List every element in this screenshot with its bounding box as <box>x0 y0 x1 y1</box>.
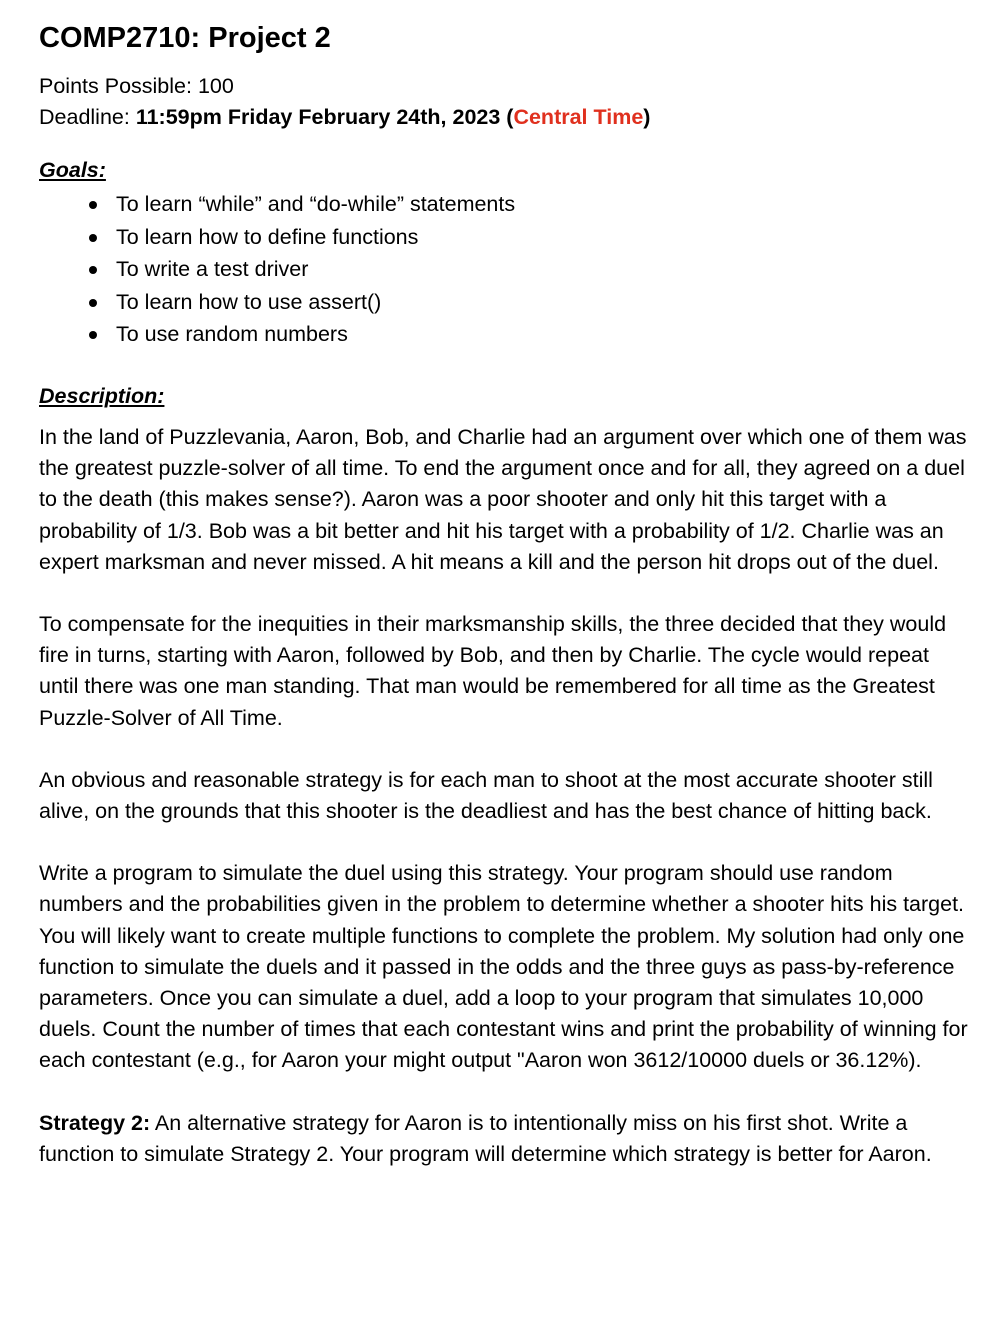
goal-item: To use random numbers <box>39 318 974 351</box>
points-line: Points Possible: 100 <box>39 74 234 98</box>
goals-heading: Goals: <box>39 158 106 182</box>
bullet-icon <box>89 201 97 209</box>
bullet-icon <box>89 234 97 242</box>
goal-item: To learn how to define functions <box>39 221 974 254</box>
strategy2-paragraph <box>39 1108 974 1170</box>
bullet-icon <box>89 299 97 307</box>
strategy2-label: Strategy 2: <box>39 1110 151 1135</box>
description-paragraph-4: Write a program to simulate the duel using this strategy. Your program should use random numbers and the probabilities given in the problem to determine whether a shooter hits his target. You will likely want to create multiple functions to complete the problem. My solution had only one function to simulate the duels and it passed in the odds and the three guys as pass-by-reference parameters. Once you can simulate a duel, add a loop to your program that simulates 10,000 duels. Count the number of times that each contestant wins and print the probability of winning for each contestant (e.g., for Aaron your might output "Aaron won 3612/10000 duels or 36.12%). <box>39 861 968 1073</box>
bullet-icon <box>89 331 97 339</box>
bullet-icon <box>89 266 97 274</box>
deadline-timezone: Central Time <box>513 105 644 129</box>
deadline-value: 11:59pm Friday February 24th, 2023 ( <box>135 105 514 129</box>
goals-list <box>39 188 974 351</box>
strategy2-text: An alternative strategy for Aaron is to intentionally miss on his first shot. Write a function to simulate Strategy 2. Your program will determine which strategy is better for Aaron. <box>39 1110 932 1166</box>
document-title: COMP2710: Project 2 <box>39 22 331 54</box>
goal-item: To write a test driver <box>39 253 974 286</box>
description-paragraph-3: An obvious and reasonable strategy is for each man to shoot at the most accurate shooter still alive, on the grounds that this shooter is the deadliest and has the best chance of hitting back. <box>39 767 933 823</box>
goal-item: To learn “while” and “do-while” statements <box>39 188 974 221</box>
deadline-close: ) <box>643 105 651 129</box>
description-heading: Description: <box>39 383 165 408</box>
goal-item: To learn how to use assert() <box>39 286 974 319</box>
description-paragraph-2: To compensate for the inequities in their marksmanship skills, the three decided that they would fire in turns, starting with Aaron, followed by Bob, and then by Charlie. The cycle would repeat until there was one man standing. That man would be remembered for all time as the Greatest Puzzle-Solver of All Time. <box>39 611 947 730</box>
description-paragraph-1: In the land of Puzzlevania, Aaron, Bob, and Charlie had an argument over which one of them was the greatest puzzle-solver of all time. To end the argument once and for all, they agreed on a duel to the death (this makes sense?). Aaron was a poor shooter and only hit this target with a probability of 1/3. Bob was a bit better and hit his target with a probability of 1/2. Charlie was an expert marksman and never missed. A hit means a kill and the person hit drops out of the duel. <box>39 424 967 574</box>
deadline-label: Deadline: <box>39 105 136 129</box>
deadline-line <box>39 102 974 133</box>
